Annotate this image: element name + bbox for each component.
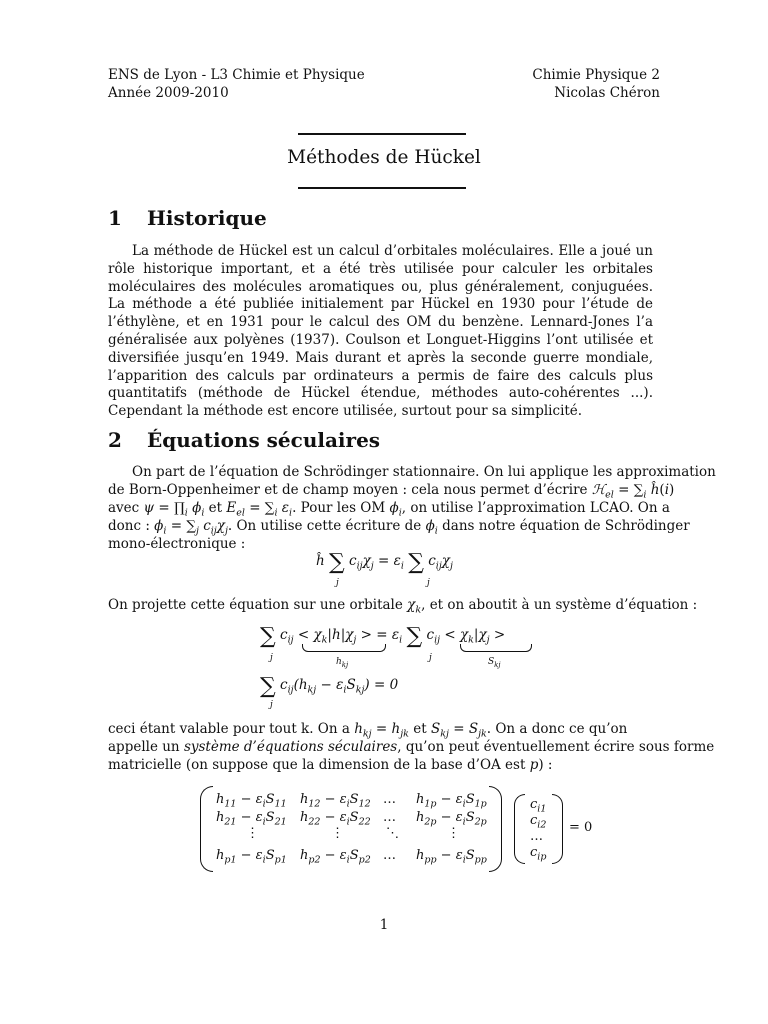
page-number: 1 xyxy=(379,917,389,933)
math-symmetry-s: $S_{kj} = S_{jk}$ xyxy=(430,721,487,740)
paragraph-text: , on utilise l’approximation LCAO. On a xyxy=(401,500,670,516)
math-phi-i: $\phi_i$ xyxy=(425,518,438,537)
equation-schrodinger: ĥ ∑ $c_{ij}\chi_j = \varepsilon_i$ ∑ $c_{ij}\chi_j$ xyxy=(316,550,453,575)
underbrace-label-hkj: $h_{kj}$ xyxy=(336,657,349,669)
paragraph-text: et xyxy=(413,721,427,737)
sum-index: j xyxy=(270,653,273,663)
paragraph-text: matricielle (on suppose que la dimension de la base d’OA est xyxy=(108,757,526,773)
matrix-cell: $h_{12} - \varepsilon_iS_{12}$ xyxy=(300,792,371,810)
underbrace-label-skj: $S_{kj}$ xyxy=(488,657,501,669)
paragraph-text: . On utilise cette écriture de xyxy=(227,518,422,534)
equation-secular: ∑ $c_{ij}(h_{kj} - \varepsilon_iS_{kj}) = 0$ xyxy=(260,674,399,699)
matrix-cell: ⋮ xyxy=(246,826,259,841)
paragraph-text: ) : xyxy=(538,757,553,773)
header-right xyxy=(532,66,660,102)
paragraph-text: , qu’on peut éventuellement écrire sous forme xyxy=(397,739,715,755)
math-wavefunction: $\psi = \prod_i$ $\phi_i$ xyxy=(143,500,205,519)
section-number: 1 xyxy=(108,206,122,230)
text-line xyxy=(108,464,716,482)
section-number: 2 xyxy=(108,428,122,452)
text-line xyxy=(108,739,715,757)
paragraph-text: et xyxy=(208,500,223,516)
vector-cell: $c_{ip}$ xyxy=(530,845,547,863)
matrix-cell: $h_{p1} - \varepsilon_iS_{p1}$ xyxy=(216,848,287,866)
paragraph-text: La méthode de Hückel est un calcul d’orbitales moléculaires. Elle a joué un rôle historique important, et a été très utilisée pour calculer les orbitales moléculaires des molécules aromatiques ou, plus généralement, conjuguées. La méthode a été publiée initialement par Hückel en 1930 pour l’étude de l’éthylène, et en 1931 pour le calcul des OM du benzène. Lennard-Jones l’a généralisée aux polyènes (1937). Coulson et Longuet-Higgins l’ont utilisée et diversifiée jusqu’en 1949. Mais durant et après la seconde guerre mondiale, l’apparition des calculs par ordinateurs a permis de faire des calculs plus quantitatifs (méthode de Hückel étendue, méthodes auto-cohérentes ...). Cependant la méthode est encore utilisée, surtout pour sa simplicité. xyxy=(108,243,653,420)
sum-index: j xyxy=(429,653,432,663)
equation-projection: ∑ $c_{ij} < \chi_k|h|\chi_j$ > = $\varepsilon_i$ ∑ $c_{ij} < \chi_k|\chi_j$ > xyxy=(260,624,506,649)
section-title: Équations séculaires xyxy=(147,428,381,452)
header-institution: ENS de Lyon - L3 Chimie et Physique xyxy=(108,67,365,83)
text-line xyxy=(108,597,698,619)
paragraph-text: avec xyxy=(108,500,140,516)
matrix-left-paren xyxy=(200,786,213,872)
page-title: Méthodes de Hückel xyxy=(287,147,481,168)
paragraph-text: ceci étant valable pour tout k. On a xyxy=(108,721,350,737)
sum-index: j xyxy=(270,700,273,710)
vector-cell: $c_{i1}$ xyxy=(530,797,547,815)
math-energy: $E_{el} = \sum_i$ $\varepsilon_i$ xyxy=(226,500,293,519)
paragraph-text: donc : xyxy=(108,518,150,534)
math-lcao: $\phi_i = \sum_j$ $c_{ij}\chi_j$ xyxy=(154,518,228,537)
math-chi-k: $\chi_k$ xyxy=(407,597,422,616)
vector-cell: $c_{i2}$ xyxy=(530,813,547,831)
vector-right-paren xyxy=(552,794,563,864)
matrix-cell: … xyxy=(383,792,396,807)
title-rule-top xyxy=(298,133,466,135)
vector-cell: … xyxy=(530,829,543,844)
text-line xyxy=(108,757,653,775)
header-year: Année 2009-2010 xyxy=(108,85,229,101)
matrix-cell: $h_{11} - \varepsilon_iS_{11}$ xyxy=(216,792,287,810)
paragraph-text: On projette cette équation sur une orbitale xyxy=(108,597,403,613)
matrix-cell: … xyxy=(383,810,396,825)
section-title: Historique xyxy=(147,206,267,230)
paragraph-text: . Pour les OM xyxy=(292,500,386,516)
math-p: p xyxy=(529,757,539,773)
matrix-cell: ⋮ xyxy=(331,826,344,841)
math-symmetry-h: $h_{kj} = h_{jk}$ xyxy=(354,721,409,740)
paragraph-text: On part de l’équation de Schrödinger stationnaire. On lui applique les approximation xyxy=(132,464,716,480)
emphasis-text: système d’équations séculaires xyxy=(183,739,398,755)
matrix-cell: $h_{21} - \varepsilon_iS_{21}$ xyxy=(216,810,287,828)
matrix-cell: ⋱ xyxy=(386,826,399,841)
text-line xyxy=(108,536,653,554)
matrix-cell: $h_{2p} - \varepsilon_iS_{2p}$ xyxy=(416,810,487,828)
sum-index: j xyxy=(336,578,339,588)
paragraph-text: dans notre équation de Schrödinger xyxy=(442,518,690,534)
matrix-cell: $h_{1p} - \varepsilon_iS_{1p}$ xyxy=(416,792,487,810)
matrix-cell: ⋮ xyxy=(447,826,460,841)
sum-index: j xyxy=(427,578,430,588)
underbrace xyxy=(460,644,532,652)
header-left xyxy=(108,66,365,102)
header-author: Nicolas Chéron xyxy=(554,85,660,101)
underbrace xyxy=(302,644,386,652)
matrix-cell: $h_{p2} - \varepsilon_iS_{p2}$ xyxy=(300,848,371,866)
paragraph-text: appelle un xyxy=(108,739,180,755)
section-heading-2 xyxy=(108,428,380,452)
paragraph-text: , et on aboutit à un système d’équation : xyxy=(421,597,698,613)
matrix-cell: $h_{pp} - \varepsilon_iS_{pp}$ xyxy=(416,848,487,866)
vector-left-paren xyxy=(514,794,525,864)
paragraph-text: de Born-Oppenheimer et de champ moyen : cela nous permet d’écrire xyxy=(108,482,588,498)
math-hamiltonian: ℋ$_{el}$ = $\sum_i$ ĥ(i) xyxy=(591,482,675,501)
matrix-cell: $h_{22} - \varepsilon_iS_{22}$ xyxy=(300,810,371,828)
section-heading-1 xyxy=(108,206,267,230)
equals-zero: = 0 xyxy=(569,820,593,835)
section-1-paragraph xyxy=(108,243,653,421)
paragraph-text: mono-électronique : xyxy=(108,536,246,552)
title-rule-bottom xyxy=(298,187,466,189)
math-phi-i: $\phi_i$ xyxy=(389,500,402,519)
matrix-cell: … xyxy=(383,848,396,863)
matrix-right-paren xyxy=(489,786,502,872)
header-course: Chimie Physique 2 xyxy=(532,67,660,83)
paragraph-text: . On a donc ce qu’on xyxy=(486,721,628,737)
